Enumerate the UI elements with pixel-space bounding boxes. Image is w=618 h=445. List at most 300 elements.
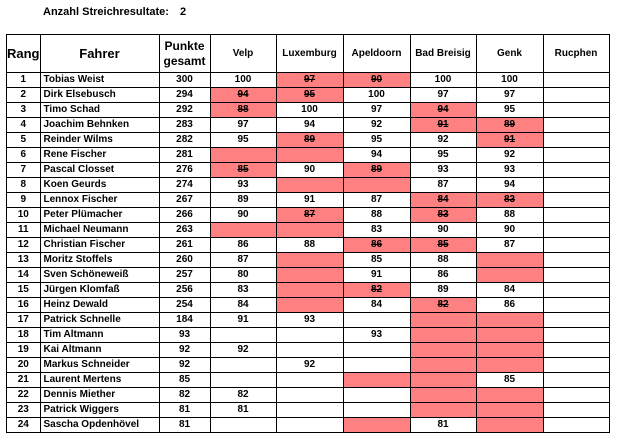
driver-name-cell: Tobias Weist <box>40 73 159 88</box>
race-points-cell <box>410 388 476 403</box>
table-row <box>7 223 610 238</box>
discarded-points-value: 89 <box>503 119 516 130</box>
race-points-cell <box>543 118 609 133</box>
race-points-cell <box>343 73 410 88</box>
race-points-cell <box>343 418 410 433</box>
race-points-cell <box>543 283 609 298</box>
rank-cell: 3 <box>7 103 41 118</box>
race-points-cell <box>476 268 543 283</box>
race-points-cell <box>410 298 476 313</box>
rank-cell: 8 <box>7 178 41 193</box>
total-points-cell: 93 <box>159 328 210 343</box>
race-points-cell <box>210 103 276 118</box>
discard-results-info <box>43 6 187 18</box>
col-driver-header: Fahrer <box>40 35 159 73</box>
race-points-cell <box>210 373 276 388</box>
points-value: 90 <box>237 209 249 220</box>
col-luxemburg-header: Luxemburg <box>276 35 343 73</box>
points-value: 86 <box>503 299 516 310</box>
race-points-cell <box>343 118 410 133</box>
driver-name-cell: Peter Plümacher <box>40 208 159 223</box>
race-points-cell <box>543 223 609 238</box>
points-value: 80 <box>237 269 249 280</box>
points-value: 92 <box>370 119 383 130</box>
race-points-cell <box>276 418 343 433</box>
discarded-points-value: 84 <box>437 194 449 205</box>
race-points-cell <box>210 163 276 178</box>
rank-cell: 20 <box>7 358 41 373</box>
points-value: 92 <box>303 359 316 370</box>
total-points-cell: 254 <box>159 298 210 313</box>
race-points-cell <box>543 103 609 118</box>
table-row <box>7 253 610 268</box>
points-value: 82 <box>237 389 249 400</box>
driver-name-cell: Dirk Elsebusch <box>40 88 159 103</box>
driver-name-cell: Michael Neumann <box>40 223 159 238</box>
race-points-cell <box>276 73 343 88</box>
discarded-points-value: 88 <box>237 104 249 115</box>
points-value: 84 <box>370 299 383 310</box>
race-points-cell <box>210 298 276 313</box>
points-value: 100 <box>301 104 318 115</box>
table-row <box>7 298 610 313</box>
race-points-cell <box>410 313 476 328</box>
race-points-cell <box>343 88 410 103</box>
rank-cell: 21 <box>7 373 41 388</box>
race-points-cell <box>543 73 609 88</box>
discard-results-value: 2 <box>180 6 187 18</box>
race-points-cell <box>543 328 609 343</box>
race-points-cell <box>476 178 543 193</box>
table-row <box>7 163 610 178</box>
race-points-cell <box>210 313 276 328</box>
race-points-cell <box>210 358 276 373</box>
table-row <box>7 388 610 403</box>
driver-name-cell: Timo Schad <box>40 103 159 118</box>
driver-name-cell: Laurent Mertens <box>40 373 159 388</box>
race-points-cell <box>210 328 276 343</box>
points-value: 83 <box>237 284 249 295</box>
race-points-cell <box>210 268 276 283</box>
col-rucphen-header: Rucphen <box>543 35 609 73</box>
discarded-points-value: 91 <box>503 134 516 145</box>
race-points-cell <box>476 148 543 163</box>
points-value: 85 <box>370 254 383 265</box>
race-points-cell <box>410 253 476 268</box>
points-value: 95 <box>503 104 516 115</box>
table-row <box>7 88 610 103</box>
race-points-cell <box>543 238 609 253</box>
race-points-cell <box>210 403 276 418</box>
race-points-cell <box>543 193 609 208</box>
race-points-cell <box>410 373 476 388</box>
total-points-cell: 266 <box>159 208 210 223</box>
total-points-cell: 281 <box>159 148 210 163</box>
race-points-cell <box>410 88 476 103</box>
race-points-cell <box>210 283 276 298</box>
total-points-cell: 263 <box>159 223 210 238</box>
race-points-cell <box>276 148 343 163</box>
race-points-cell <box>476 418 543 433</box>
race-points-cell <box>276 238 343 253</box>
race-points-cell <box>343 373 410 388</box>
table-row <box>7 193 610 208</box>
race-points-cell <box>343 403 410 418</box>
col-rank-header: Rang <box>7 35 41 73</box>
points-value: 97 <box>370 104 383 115</box>
points-value: 89 <box>237 194 249 205</box>
race-points-cell <box>276 223 343 238</box>
discarded-points-value: 83 <box>503 194 516 205</box>
col-apeldoorn-header: Apeldoorn <box>343 35 410 73</box>
points-value: 81 <box>237 404 249 415</box>
points-value: 86 <box>237 239 249 250</box>
race-points-cell <box>343 388 410 403</box>
race-points-cell <box>276 313 343 328</box>
race-points-cell <box>410 103 476 118</box>
discarded-points-value: 87 <box>303 209 316 220</box>
points-value: 100 <box>434 74 452 85</box>
race-points-cell <box>276 163 343 178</box>
table-row <box>7 73 610 88</box>
points-value: 95 <box>370 134 383 145</box>
points-value: 86 <box>437 269 449 280</box>
race-points-cell <box>276 403 343 418</box>
points-value: 81 <box>437 419 449 430</box>
race-points-cell <box>276 208 343 223</box>
race-points-cell <box>476 313 543 328</box>
race-points-cell <box>476 343 543 358</box>
rank-cell: 18 <box>7 328 41 343</box>
total-points-cell: 81 <box>159 418 210 433</box>
race-points-cell <box>343 163 410 178</box>
race-points-cell <box>276 373 343 388</box>
total-points-cell: 292 <box>159 103 210 118</box>
driver-name-cell: Moritz Stoffels <box>40 253 159 268</box>
race-points-cell <box>210 253 276 268</box>
rank-cell: 16 <box>7 298 41 313</box>
race-points-cell <box>343 253 410 268</box>
points-value: 94 <box>370 149 383 160</box>
race-points-cell <box>276 283 343 298</box>
race-points-cell <box>543 358 609 373</box>
race-points-cell <box>476 388 543 403</box>
standings-table <box>6 34 610 433</box>
race-points-cell <box>476 73 543 88</box>
race-points-cell <box>476 283 543 298</box>
table-row <box>7 343 610 358</box>
points-value: 97 <box>237 119 249 130</box>
race-points-cell <box>343 328 410 343</box>
race-points-cell <box>410 358 476 373</box>
points-value: 93 <box>437 164 449 175</box>
points-value: 100 <box>501 74 518 85</box>
total-points-cell: 261 <box>159 238 210 253</box>
race-points-cell <box>343 313 410 328</box>
total-points-cell: 294 <box>159 88 210 103</box>
table-row <box>7 238 610 253</box>
discarded-points-value: 91 <box>437 119 449 130</box>
race-points-cell <box>410 73 476 88</box>
standings-body <box>7 73 610 433</box>
race-points-cell <box>410 418 476 433</box>
race-points-cell <box>543 343 609 358</box>
driver-name-cell: Lennox Fischer <box>40 193 159 208</box>
race-points-cell <box>276 133 343 148</box>
race-points-cell <box>210 193 276 208</box>
table-row <box>7 403 610 418</box>
points-value: 100 <box>368 89 385 100</box>
race-points-cell <box>276 343 343 358</box>
race-points-cell <box>410 238 476 253</box>
race-points-cell <box>343 238 410 253</box>
total-points-cell: 81 <box>159 403 210 418</box>
race-points-cell <box>343 343 410 358</box>
rank-cell: 23 <box>7 403 41 418</box>
driver-name-cell: Markus Schneider <box>40 358 159 373</box>
race-points-cell <box>410 343 476 358</box>
race-points-cell <box>343 193 410 208</box>
table-row <box>7 328 610 343</box>
race-points-cell <box>276 118 343 133</box>
race-points-cell <box>210 343 276 358</box>
points-value: 92 <box>437 134 449 145</box>
points-value: 91 <box>303 194 316 205</box>
rank-cell: 5 <box>7 133 41 148</box>
race-points-cell <box>543 418 609 433</box>
race-points-cell <box>476 118 543 133</box>
race-points-cell <box>210 133 276 148</box>
race-points-cell <box>210 223 276 238</box>
discarded-points-value: 83 <box>437 209 449 220</box>
rank-cell: 22 <box>7 388 41 403</box>
total-points-cell: 274 <box>159 178 210 193</box>
points-value: 93 <box>303 314 316 325</box>
race-points-cell <box>343 283 410 298</box>
race-points-cell <box>276 388 343 403</box>
race-points-cell <box>410 193 476 208</box>
points-value: 87 <box>237 254 249 265</box>
table-row <box>7 373 610 388</box>
points-value: 91 <box>237 314 249 325</box>
race-points-cell <box>276 298 343 313</box>
discarded-points-value: 89 <box>303 134 316 145</box>
table-row <box>7 178 610 193</box>
race-points-cell <box>276 178 343 193</box>
points-value: 93 <box>503 164 516 175</box>
race-points-cell <box>210 118 276 133</box>
table-row <box>7 148 610 163</box>
race-points-cell <box>476 133 543 148</box>
rank-cell: 15 <box>7 283 41 298</box>
col-velp-header: Velp <box>210 35 276 73</box>
rank-cell: 10 <box>7 208 41 223</box>
total-points-cell: 85 <box>159 373 210 388</box>
total-points-cell: 257 <box>159 268 210 283</box>
driver-name-cell: Tim Altmann <box>40 328 159 343</box>
race-points-cell <box>410 283 476 298</box>
rank-cell: 13 <box>7 253 41 268</box>
race-points-cell <box>276 253 343 268</box>
race-points-cell <box>476 208 543 223</box>
race-points-cell <box>476 193 543 208</box>
points-value: 93 <box>237 179 249 190</box>
points-value: 88 <box>370 209 383 220</box>
race-points-cell <box>410 148 476 163</box>
race-points-cell <box>476 103 543 118</box>
race-points-cell <box>410 328 476 343</box>
race-points-cell <box>543 148 609 163</box>
race-points-cell <box>410 268 476 283</box>
race-points-cell <box>276 103 343 118</box>
points-value: 91 <box>370 269 383 280</box>
race-points-cell <box>276 358 343 373</box>
points-value: 92 <box>503 149 516 160</box>
driver-name-cell: Sascha Opdenhövel <box>40 418 159 433</box>
points-value: 84 <box>503 284 516 295</box>
driver-name-cell: Dennis Miether <box>40 388 159 403</box>
race-points-cell <box>476 298 543 313</box>
race-points-cell <box>343 178 410 193</box>
points-value: 90 <box>303 164 316 175</box>
points-value: 85 <box>503 374 516 385</box>
rank-cell: 24 <box>7 418 41 433</box>
rank-cell: 6 <box>7 148 41 163</box>
points-value: 97 <box>503 89 516 100</box>
points-value: 95 <box>437 149 449 160</box>
table-row <box>7 103 610 118</box>
race-points-cell <box>543 253 609 268</box>
table-row <box>7 208 610 223</box>
total-points-cell: 82 <box>159 388 210 403</box>
race-points-cell <box>476 403 543 418</box>
race-points-cell <box>543 313 609 328</box>
race-points-cell <box>410 208 476 223</box>
race-points-cell <box>543 88 609 103</box>
points-value: 97 <box>437 89 449 100</box>
race-points-cell <box>543 298 609 313</box>
driver-name-cell: Koen Geurds <box>40 178 159 193</box>
driver-name-cell: Kai Altmann <box>40 343 159 358</box>
table-row <box>7 283 610 298</box>
driver-name-cell: Christian Fischer <box>40 238 159 253</box>
race-points-cell <box>343 358 410 373</box>
race-points-cell <box>410 403 476 418</box>
driver-name-cell: Patrick Wiggers <box>40 403 159 418</box>
table-row <box>7 418 610 433</box>
race-points-cell <box>543 178 609 193</box>
race-points-cell <box>210 178 276 193</box>
race-points-cell <box>476 253 543 268</box>
rank-cell: 14 <box>7 268 41 283</box>
race-points-cell <box>276 193 343 208</box>
rank-cell: 11 <box>7 223 41 238</box>
points-value: 95 <box>237 134 249 145</box>
race-points-cell <box>410 118 476 133</box>
total-points-cell: 92 <box>159 358 210 373</box>
table-row <box>7 118 610 133</box>
driver-name-cell: Reinder Wilms <box>40 133 159 148</box>
rank-cell: 2 <box>7 88 41 103</box>
discarded-points-value: 86 <box>370 239 383 250</box>
total-points-cell: 300 <box>159 73 210 88</box>
driver-name-cell: Jürgen Klomfaß <box>40 283 159 298</box>
race-points-cell <box>543 133 609 148</box>
discarded-points-value: 82 <box>437 299 449 310</box>
race-points-cell <box>210 208 276 223</box>
race-points-cell <box>276 328 343 343</box>
points-value: 90 <box>437 224 449 235</box>
driver-name-cell: Pascal Closset <box>40 163 159 178</box>
table-row <box>7 358 610 373</box>
race-points-cell <box>343 148 410 163</box>
race-points-cell <box>343 223 410 238</box>
race-points-cell <box>476 163 543 178</box>
total-points-cell: 92 <box>159 343 210 358</box>
race-points-cell <box>476 373 543 388</box>
race-points-cell <box>210 388 276 403</box>
discard-results-label: Anzahl Streichresultate: <box>43 6 169 18</box>
rank-cell: 1 <box>7 73 41 88</box>
race-points-cell <box>476 223 543 238</box>
race-points-cell <box>476 358 543 373</box>
total-points-cell: 256 <box>159 283 210 298</box>
race-points-cell <box>210 418 276 433</box>
race-points-cell <box>476 88 543 103</box>
driver-name-cell: Sven Schöneweiß <box>40 268 159 283</box>
race-points-cell <box>410 223 476 238</box>
points-value: 87 <box>503 239 516 250</box>
discarded-points-value: 94 <box>237 89 249 100</box>
race-points-cell <box>343 103 410 118</box>
race-points-cell <box>410 163 476 178</box>
race-points-cell <box>410 133 476 148</box>
points-value: 87 <box>437 179 449 190</box>
race-points-cell <box>543 208 609 223</box>
discarded-points-value: 94 <box>437 104 449 115</box>
total-points-cell: 267 <box>159 193 210 208</box>
points-value: 93 <box>370 329 383 340</box>
discarded-points-value: 97 <box>303 74 316 85</box>
rank-cell: 9 <box>7 193 41 208</box>
rank-cell: 17 <box>7 313 41 328</box>
discarded-points-value: 82 <box>370 284 383 295</box>
race-points-cell <box>543 403 609 418</box>
driver-name-cell: Rene Fischer <box>40 148 159 163</box>
points-value: 92 <box>237 344 249 355</box>
race-points-cell <box>543 373 609 388</box>
rank-cell: 19 <box>7 343 41 358</box>
driver-name-cell: Heinz Dewald <box>40 298 159 313</box>
rank-cell: 12 <box>7 238 41 253</box>
driver-name-cell: Joachim Behnken <box>40 118 159 133</box>
points-value: 88 <box>503 209 516 220</box>
race-points-cell <box>543 268 609 283</box>
points-value: 90 <box>503 224 516 235</box>
points-value: 83 <box>370 224 383 235</box>
col-bad-breisig-header: Bad Breisig <box>410 35 476 73</box>
points-value: 94 <box>303 119 316 130</box>
total-points-cell: 283 <box>159 118 210 133</box>
points-value: 89 <box>437 284 449 295</box>
table-row <box>7 268 610 283</box>
table-row <box>7 313 610 328</box>
race-points-cell <box>543 163 609 178</box>
rank-cell: 4 <box>7 118 41 133</box>
total-points-cell: 184 <box>159 313 210 328</box>
points-value: 84 <box>237 299 249 310</box>
race-points-cell <box>410 178 476 193</box>
